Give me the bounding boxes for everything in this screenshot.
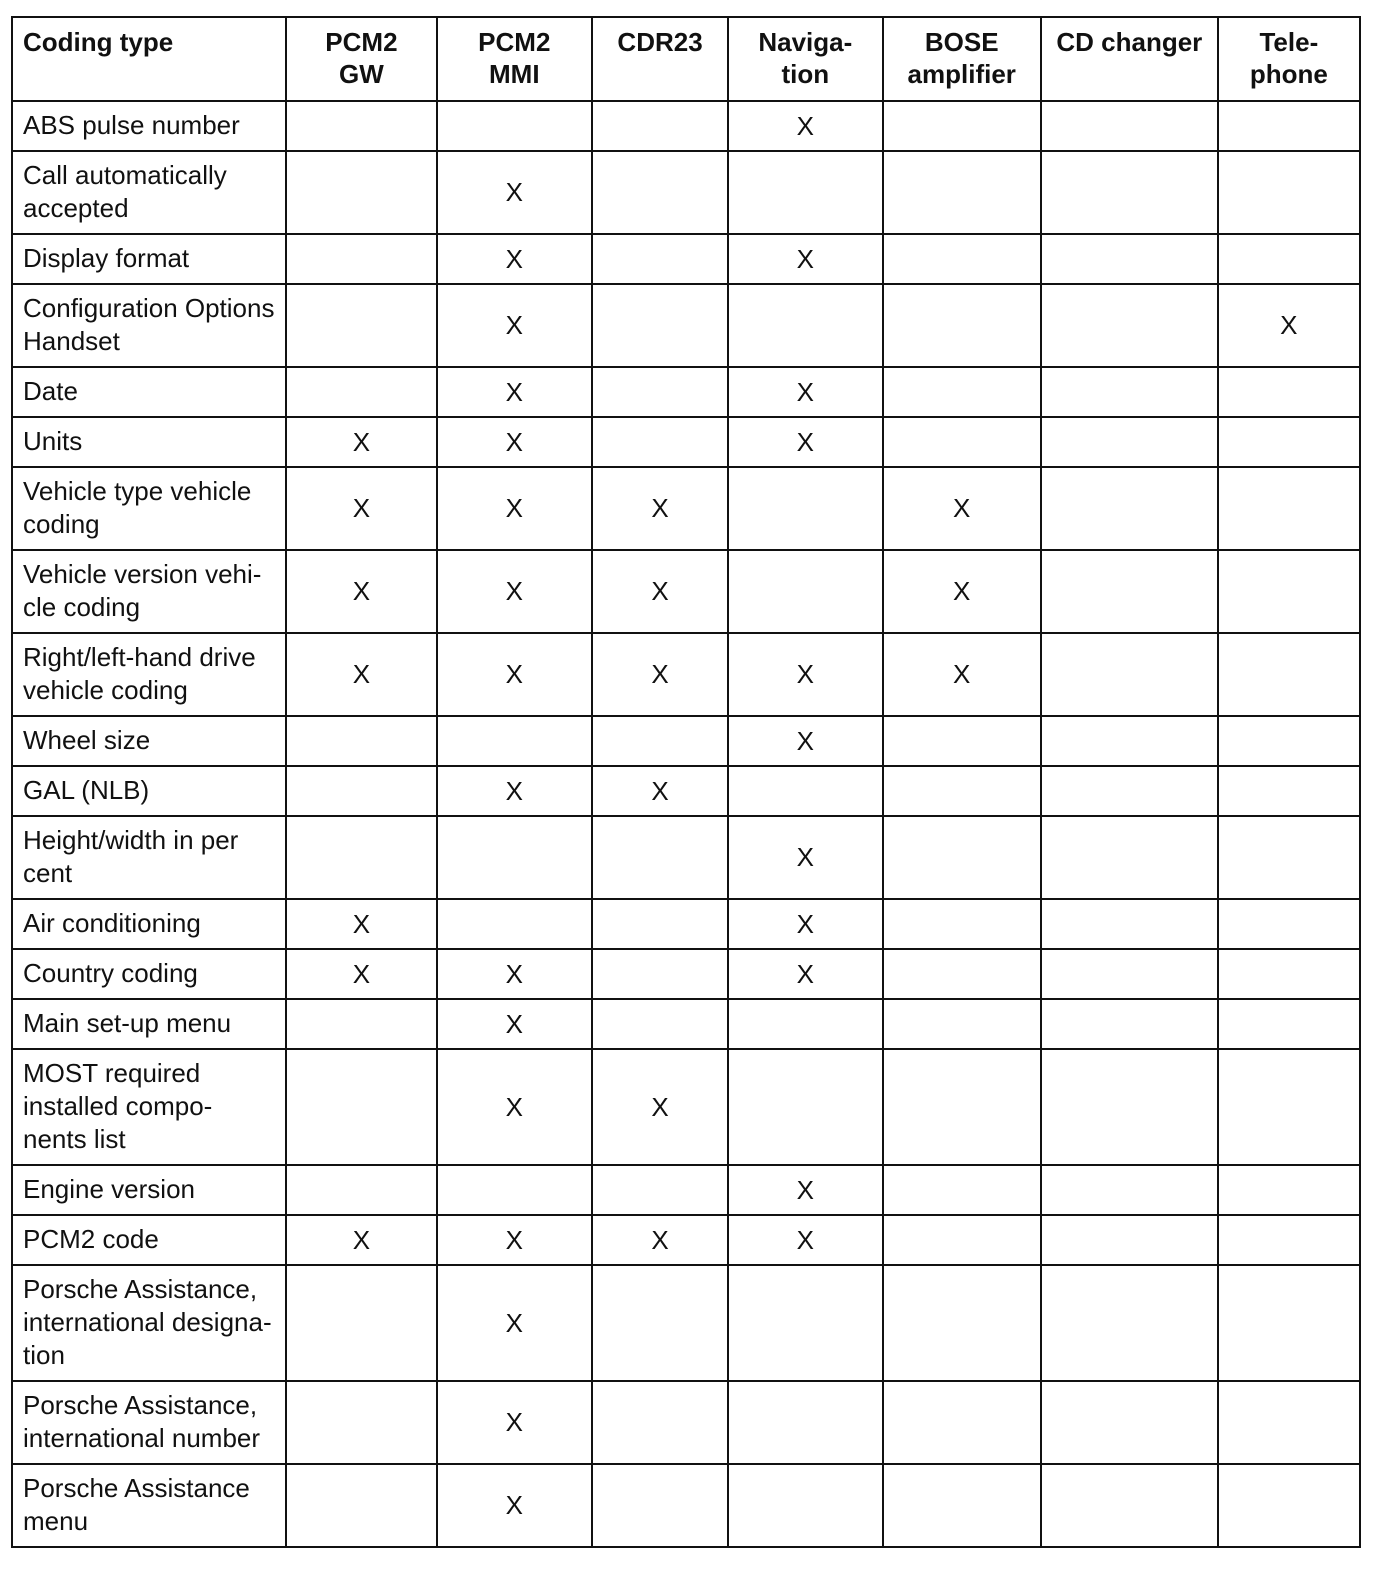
mark-cell-bose-amplifier [883, 367, 1041, 417]
mark-cell-cdr23 [592, 716, 728, 766]
mark-cell-pcm2-gw [286, 101, 436, 151]
coding-type-cell [12, 284, 286, 367]
mark-cell-bose-amplifier [883, 899, 1041, 949]
mark-cell-pcm2-gw: X [286, 467, 436, 550]
column-header-text: PCM2 [478, 27, 551, 57]
column-header-cd-changer [1041, 17, 1218, 101]
coding-type-cell [12, 949, 286, 999]
mark-cell-telephone [1218, 1049, 1360, 1165]
column-header-text: amplifier [907, 59, 1016, 89]
column-header-text: PCM2 [325, 27, 398, 57]
mark-cell-cd-changer [1041, 367, 1218, 417]
mark-cell-pcm2-mmi: X [437, 367, 592, 417]
table-row [12, 816, 1360, 899]
column-header-pcm2-gw [286, 17, 436, 101]
mark-cell-cd-changer [1041, 101, 1218, 151]
mark-cell-cd-changer [1041, 284, 1218, 367]
mark-cell-navigation: X [728, 816, 882, 899]
coding-type-cell [12, 101, 286, 151]
table-row [12, 999, 1360, 1049]
mark-cell-pcm2-mmi: X [437, 284, 592, 367]
mark-cell-telephone: X [1218, 284, 1360, 367]
mark-cell-telephone [1218, 1215, 1360, 1265]
column-header-text: BOSE [924, 27, 999, 57]
coding-type-cell [12, 1464, 286, 1547]
mark-cell-cd-changer [1041, 1464, 1218, 1547]
column-header-text: CDR23 [617, 27, 703, 57]
mark-cell-pcm2-gw [286, 816, 436, 899]
coding-type-label: tion [23, 1339, 65, 1370]
mark-cell-pcm2-gw [286, 1464, 436, 1547]
mark-cell-cdr23 [592, 284, 728, 367]
mark-cell-pcm2-mmi: X [437, 417, 592, 467]
mark-cell-telephone [1218, 1464, 1360, 1547]
mark-cell-bose-amplifier [883, 1165, 1041, 1215]
coding-type-cell [12, 766, 286, 816]
mark-cell-navigation: X [728, 716, 882, 766]
mark-cell-cd-changer [1041, 234, 1218, 284]
mark-cell-pcm2-gw: X [286, 417, 436, 467]
mark-cell-pcm2-gw [286, 716, 436, 766]
mark-cell-pcm2-mmi: X [437, 151, 592, 234]
mark-cell-cdr23 [592, 949, 728, 999]
mark-cell-pcm2-mmi [437, 1165, 592, 1215]
mark-cell-cdr23 [592, 1265, 728, 1381]
mark-cell-cdr23 [592, 1165, 728, 1215]
mark-cell-bose-amplifier: X [883, 550, 1041, 633]
table-row [12, 101, 1360, 151]
mark-cell-bose-amplifier [883, 766, 1041, 816]
mark-cell-pcm2-mmi: X [437, 1464, 592, 1547]
coding-type-label: nents list [23, 1123, 126, 1154]
mark-cell-navigation: X [728, 101, 882, 151]
column-header-telephone [1218, 17, 1360, 101]
mark-cell-navigation [728, 766, 882, 816]
mark-cell-bose-amplifier [883, 999, 1041, 1049]
mark-cell-telephone [1218, 949, 1360, 999]
coding-type-label: Display format [23, 242, 190, 273]
table-row [12, 151, 1360, 234]
mark-cell-telephone [1218, 234, 1360, 284]
mark-cell-cdr23 [592, 101, 728, 151]
mark-cell-bose-amplifier [883, 1215, 1041, 1265]
mark-cell-navigation: X [728, 367, 882, 417]
mark-cell-navigation: X [728, 234, 882, 284]
coding-type-cell [12, 417, 286, 467]
coding-type-cell [12, 1215, 286, 1265]
mark-cell-cdr23 [592, 151, 728, 234]
mark-cell-pcm2-mmi: X [437, 1049, 592, 1165]
column-header-text: phone [1249, 59, 1328, 89]
mark-cell-telephone [1218, 101, 1360, 151]
coding-type-cell [12, 1381, 286, 1464]
mark-cell-bose-amplifier [883, 816, 1041, 899]
column-header-text: Tele- [1259, 27, 1319, 57]
mark-cell-pcm2-mmi: X [437, 766, 592, 816]
coding-type-label: Vehicle version vehi- [23, 558, 262, 589]
coding-type-label: GAL (NLB) [23, 774, 150, 805]
mark-cell-bose-amplifier [883, 716, 1041, 766]
mark-cell-cd-changer [1041, 949, 1218, 999]
coding-type-label: coding [23, 508, 100, 539]
table-row [12, 367, 1360, 417]
mark-cell-telephone [1218, 1165, 1360, 1215]
mark-cell-pcm2-mmi: X [437, 467, 592, 550]
coding-type-label: Air conditioning [23, 907, 201, 938]
mark-cell-navigation [728, 999, 882, 1049]
table-row [12, 1215, 1360, 1265]
coding-type-label: installed compo- [23, 1090, 213, 1121]
coding-type-label: Call automatically [23, 159, 227, 190]
mark-cell-telephone [1218, 766, 1360, 816]
mark-cell-pcm2-gw [286, 999, 436, 1049]
mark-cell-cdr23 [592, 899, 728, 949]
column-header-text: GW [339, 59, 384, 89]
mark-cell-pcm2-mmi: X [437, 1381, 592, 1464]
mark-cell-telephone [1218, 417, 1360, 467]
column-header-coding-type [12, 17, 286, 101]
mark-cell-cdr23: X [592, 766, 728, 816]
mark-cell-telephone [1218, 899, 1360, 949]
column-header-cdr23 [592, 17, 728, 101]
coding-type-label: Handset [23, 325, 120, 356]
mark-cell-telephone [1218, 550, 1360, 633]
mark-cell-pcm2-gw: X [286, 1215, 436, 1265]
mark-cell-pcm2-gw [286, 1049, 436, 1165]
coding-type-label: Height/width in per [23, 824, 239, 855]
table-row [12, 949, 1360, 999]
coding-type-cell [12, 467, 286, 550]
mark-cell-navigation: X [728, 633, 882, 716]
coding-type-label: cle coding [23, 591, 141, 622]
mark-cell-telephone [1218, 1265, 1360, 1381]
table-row [12, 417, 1360, 467]
coding-type-label: accepted [23, 192, 129, 223]
mark-cell-cdr23 [592, 1464, 728, 1547]
coding-type-label: Engine version [23, 1173, 195, 1204]
column-header-text: Naviga- [758, 27, 853, 57]
coding-type-label: Date [23, 375, 78, 406]
coding-type-label: Main set-up menu [23, 1007, 232, 1038]
mark-cell-pcm2-mmi [437, 816, 592, 899]
mark-cell-navigation: X [728, 949, 882, 999]
mark-cell-bose-amplifier [883, 151, 1041, 234]
mark-cell-telephone [1218, 1381, 1360, 1464]
mark-cell-cd-changer [1041, 1381, 1218, 1464]
mark-cell-pcm2-mmi: X [437, 999, 592, 1049]
mark-cell-navigation [728, 151, 882, 234]
coding-type-label: vehicle coding [23, 674, 188, 705]
mark-cell-pcm2-mmi: X [437, 234, 592, 284]
mark-cell-navigation [728, 284, 882, 367]
mark-cell-pcm2-gw [286, 1165, 436, 1215]
table-row [12, 550, 1360, 633]
column-header-bose-amplifier [883, 17, 1041, 101]
mark-cell-bose-amplifier [883, 284, 1041, 367]
coding-table [11, 16, 1361, 1548]
coding-type-label: Porsche Assistance, [23, 1273, 258, 1304]
mark-cell-cd-changer [1041, 716, 1218, 766]
mark-cell-cdr23: X [592, 550, 728, 633]
table-body [12, 101, 1360, 1547]
mark-cell-navigation [728, 1049, 882, 1165]
mark-cell-pcm2-gw [286, 151, 436, 234]
mark-cell-pcm2-mmi: X [437, 550, 592, 633]
table-row [12, 467, 1360, 550]
mark-cell-cd-changer [1041, 550, 1218, 633]
mark-cell-pcm2-gw [286, 1381, 436, 1464]
mark-cell-cdr23: X [592, 1215, 728, 1265]
column-header-pcm2-mmi [437, 17, 592, 101]
mark-cell-cd-changer [1041, 899, 1218, 949]
mark-cell-pcm2-gw [286, 1265, 436, 1381]
mark-cell-telephone [1218, 367, 1360, 417]
coding-type-label: Vehicle type vehicle [23, 475, 252, 506]
coding-type-cell [12, 633, 286, 716]
mark-cell-cd-changer [1041, 1165, 1218, 1215]
mark-cell-telephone [1218, 633, 1360, 716]
mark-cell-bose-amplifier [883, 417, 1041, 467]
mark-cell-cdr23: X [592, 633, 728, 716]
mark-cell-cd-changer [1041, 151, 1218, 234]
coding-type-label: international number [23, 1422, 261, 1453]
mark-cell-cd-changer [1041, 633, 1218, 716]
mark-cell-cdr23: X [592, 1049, 728, 1165]
coding-type-label: Wheel size [23, 724, 151, 755]
coding-type-cell [12, 1049, 286, 1165]
coding-type-cell [12, 151, 286, 234]
mark-cell-navigation [728, 467, 882, 550]
column-header-text: CD changer [1056, 27, 1203, 57]
mark-cell-pcm2-mmi [437, 899, 592, 949]
mark-cell-cdr23 [592, 367, 728, 417]
mark-cell-cdr23: X [592, 467, 728, 550]
mark-cell-bose-amplifier [883, 1265, 1041, 1381]
mark-cell-telephone [1218, 716, 1360, 766]
coding-type-cell [12, 816, 286, 899]
column-header-text: MMI [489, 59, 540, 89]
table-header-row [12, 17, 1360, 101]
mark-cell-bose-amplifier [883, 101, 1041, 151]
mark-cell-cd-changer [1041, 766, 1218, 816]
coding-type-label: Units [23, 425, 83, 456]
coding-type-cell [12, 999, 286, 1049]
table-row [12, 1165, 1360, 1215]
mark-cell-navigation: X [728, 899, 882, 949]
mark-cell-cdr23 [592, 234, 728, 284]
coding-type-cell [12, 1265, 286, 1381]
mark-cell-pcm2-gw: X [286, 550, 436, 633]
mark-cell-cdr23 [592, 417, 728, 467]
mark-cell-bose-amplifier [883, 949, 1041, 999]
column-header-text: tion [781, 59, 830, 89]
mark-cell-cd-changer [1041, 1049, 1218, 1165]
coding-type-cell [12, 234, 286, 284]
mark-cell-cd-changer [1041, 999, 1218, 1049]
mark-cell-telephone [1218, 999, 1360, 1049]
coding-type-label: Porsche Assistance [23, 1472, 250, 1503]
coding-type-label: international designa- [23, 1306, 272, 1337]
mark-cell-pcm2-gw: X [286, 899, 436, 949]
mark-cell-telephone [1218, 816, 1360, 899]
mark-cell-cd-changer [1041, 417, 1218, 467]
mark-cell-pcm2-mmi: X [437, 1265, 592, 1381]
mark-cell-cd-changer [1041, 1265, 1218, 1381]
mark-cell-cd-changer [1041, 816, 1218, 899]
table-row [12, 1381, 1360, 1464]
mark-cell-bose-amplifier: X [883, 467, 1041, 550]
mark-cell-bose-amplifier [883, 1049, 1041, 1165]
coding-type-label: ABS pulse number [23, 109, 240, 140]
mark-cell-pcm2-gw [286, 766, 436, 816]
table-row [12, 284, 1360, 367]
coding-type-label: MOST required [23, 1057, 201, 1088]
mark-cell-navigation: X [728, 1215, 882, 1265]
table-row [12, 1464, 1360, 1547]
mark-cell-bose-amplifier [883, 1464, 1041, 1547]
coding-type-label: Configuration Options [23, 292, 275, 323]
table-row [12, 1265, 1360, 1381]
coding-type-cell [12, 899, 286, 949]
mark-cell-pcm2-mmi: X [437, 633, 592, 716]
table-row [12, 766, 1360, 816]
mark-cell-cd-changer [1041, 467, 1218, 550]
mark-cell-telephone [1218, 151, 1360, 234]
mark-cell-pcm2-mmi: X [437, 949, 592, 999]
table-row [12, 899, 1360, 949]
coding-type-label: cent [23, 857, 73, 888]
coding-type-label: PCM2 code [23, 1223, 159, 1254]
mark-cell-pcm2-gw [286, 284, 436, 367]
coding-type-label: menu [23, 1505, 89, 1536]
mark-cell-pcm2-mmi: X [437, 1215, 592, 1265]
coding-type-label: Porsche Assistance, [23, 1389, 258, 1420]
mark-cell-navigation: X [728, 417, 882, 467]
table-row [12, 716, 1360, 766]
mark-cell-pcm2-gw: X [286, 949, 436, 999]
mark-cell-pcm2-mmi [437, 101, 592, 151]
column-header-text: Coding type [23, 27, 174, 57]
coding-type-label: Right/left-hand drive [23, 641, 256, 672]
coding-type-cell [12, 367, 286, 417]
mark-cell-cdr23 [592, 1381, 728, 1464]
coding-type-cell [12, 716, 286, 766]
table-row [12, 1049, 1360, 1165]
mark-cell-bose-amplifier [883, 1381, 1041, 1464]
mark-cell-navigation [728, 1381, 882, 1464]
mark-cell-navigation [728, 1265, 882, 1381]
mark-cell-pcm2-gw: X [286, 633, 436, 716]
mark-cell-bose-amplifier [883, 234, 1041, 284]
column-header-navigation [728, 17, 882, 101]
mark-cell-pcm2-gw [286, 367, 436, 417]
mark-cell-navigation [728, 1464, 882, 1547]
mark-cell-cd-changer [1041, 1215, 1218, 1265]
mark-cell-cdr23 [592, 999, 728, 1049]
coding-type-cell [12, 550, 286, 633]
mark-cell-navigation [728, 550, 882, 633]
coding-type-label: Country coding [23, 957, 198, 988]
mark-cell-telephone [1218, 467, 1360, 550]
mark-cell-bose-amplifier: X [883, 633, 1041, 716]
coding-type-cell [12, 1165, 286, 1215]
mark-cell-pcm2-gw [286, 234, 436, 284]
table-row [12, 633, 1360, 716]
mark-cell-navigation: X [728, 1165, 882, 1215]
table-row [12, 234, 1360, 284]
mark-cell-cdr23 [592, 816, 728, 899]
mark-cell-pcm2-mmi [437, 716, 592, 766]
